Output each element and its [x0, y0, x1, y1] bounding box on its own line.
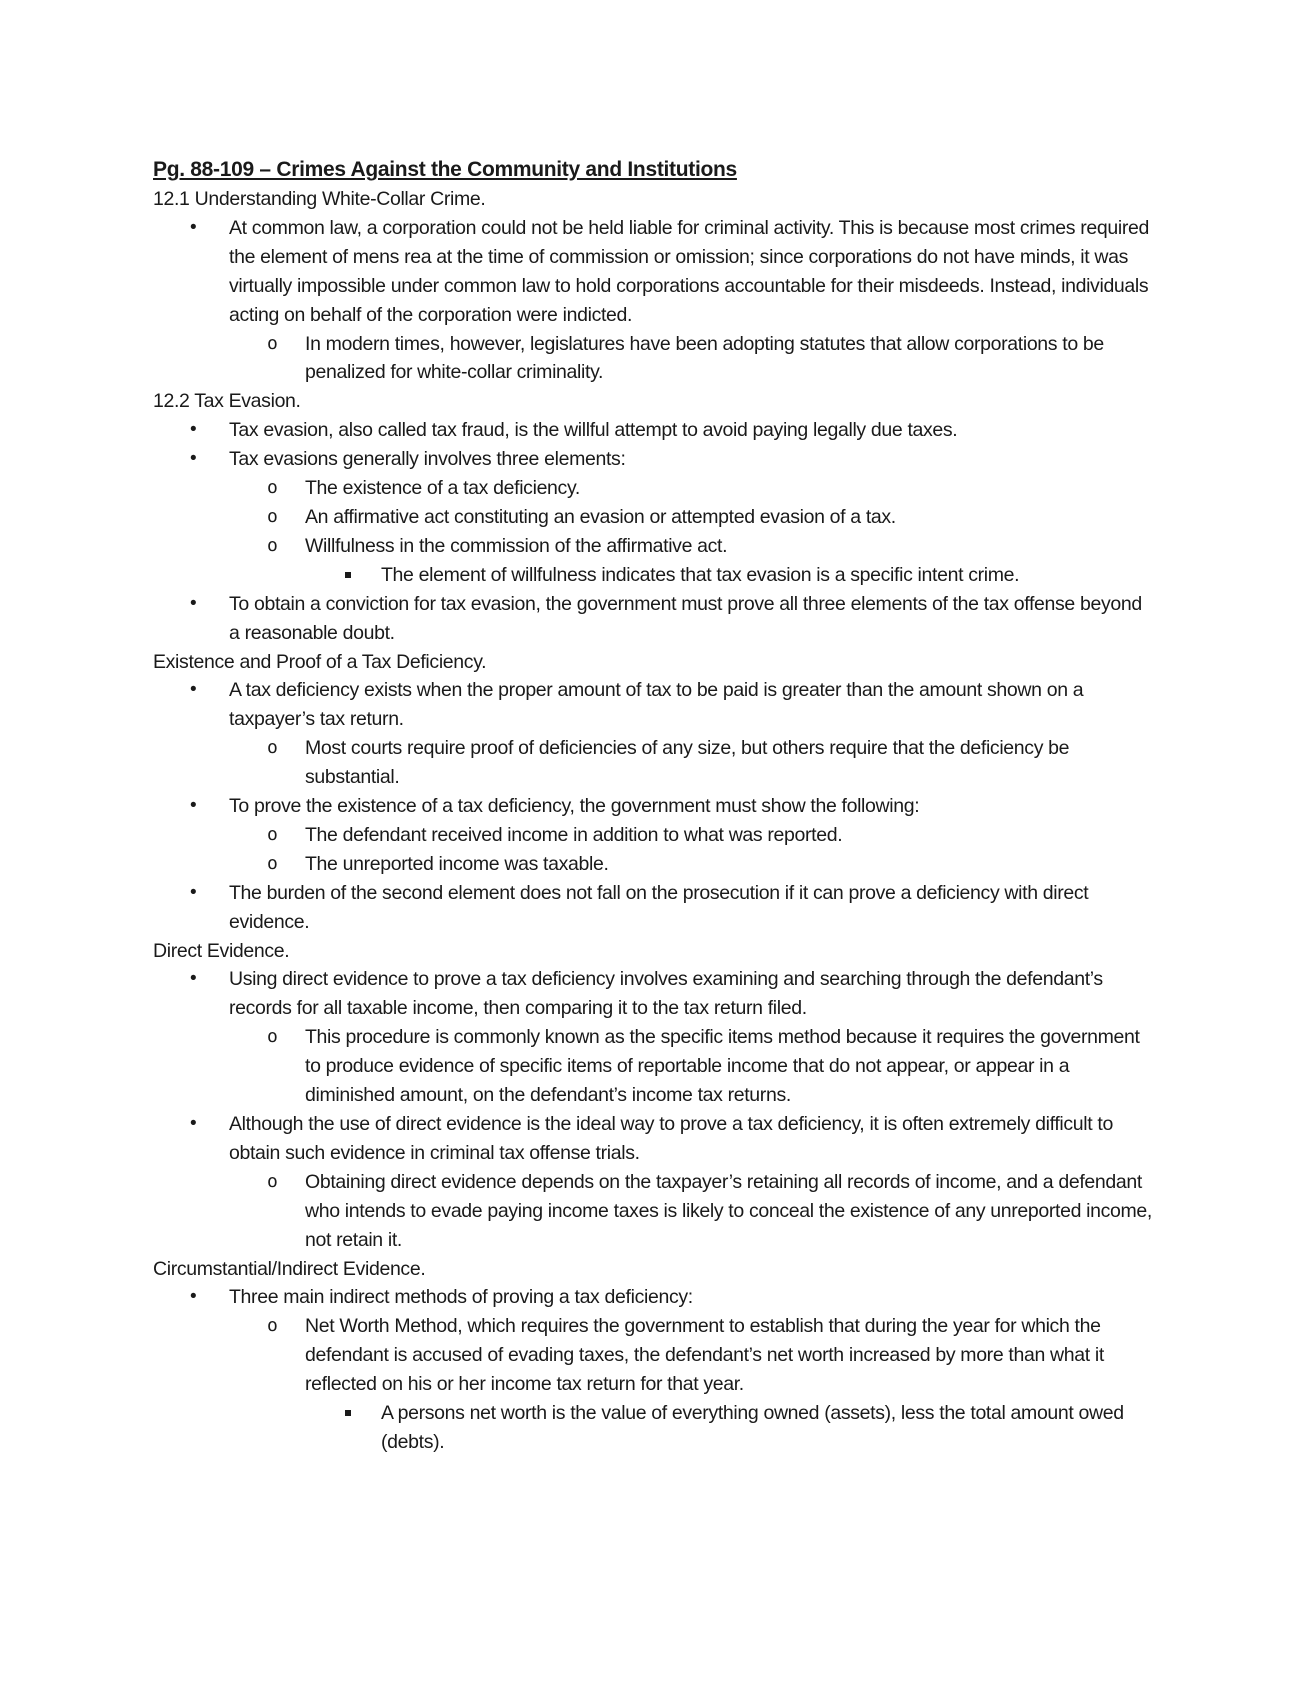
- sub-bullet-list: [229, 821, 1153, 879]
- bullet-text: Although the use of direct evidence is the ideal way to prove a tax deficiency, it is often extremely difficult to obtain such evidence in criminal tax offense trials.: [229, 1113, 1113, 1164]
- sub-bullet-text: Most courts require proof of deficiencies of any size, but others require that the deficiency be substantial.: [305, 737, 1070, 789]
- sub-bullet-text: An affirmative act constituting an evasion or attempted evasion of a tax.: [305, 505, 896, 528]
- bullet-list: [153, 676, 1153, 936]
- bullet-list: [153, 416, 1153, 647]
- sub-bullet-text: Obtaining direct evidence depends on the taxpayer’s retaining all records of income, and a defendant who intends to evade paying income taxes is likely to conceal the existence of any unreported income, not retain it.: [305, 1170, 1152, 1251]
- sub-sub-bullet-text: The element of willfulness indicates that tax evasion is a specific intent crime.: [381, 563, 1020, 586]
- section-heading-tax-deficiency: Existence and Proof of a Tax Deficiency.: [153, 650, 487, 673]
- sub-bullet-item: [229, 734, 1153, 792]
- sub-bullet-item: [229, 1168, 1153, 1255]
- bullet-list: [153, 965, 1153, 1254]
- bullet-item: [153, 1110, 1153, 1255]
- section-heading-white-collar: 12.1 Understanding White-Collar Crime.: [153, 188, 486, 210]
- sub-bullet-item: [229, 1312, 1153, 1457]
- bullet-item: [153, 676, 1153, 792]
- sub-sub-bullet-text: A persons net worth is the value of everything owned (assets), less the total amount owed (debts).: [381, 1402, 1124, 1453]
- sub-sub-bullet-item: [305, 561, 1153, 590]
- sub-bullet-list: [229, 1168, 1153, 1255]
- sub-bullet-text: The defendant received income in addition to what was reported.: [305, 823, 843, 846]
- bullet-item: [153, 590, 1153, 648]
- bullet-text: Using direct evidence to prove a tax deficiency involves examining and searching through the defendant’s records for all taxable income, then comparing it to the tax return filed.: [229, 968, 1103, 1020]
- document-page: [153, 155, 1153, 1457]
- sub-bullet-item: [229, 821, 1153, 850]
- sub-bullet-text: The existence of a tax deficiency.: [305, 477, 580, 500]
- sub-bullet-item: [229, 850, 1153, 879]
- bullet-text: The burden of the second element does not fall on the prosecution if it can prove a deficiency with direct evidence.: [229, 881, 1089, 933]
- section-heading-tax-evasion: 12.2 Tax Evasion.: [153, 390, 301, 413]
- sub-bullet-text: Willfulness in the commission of the affirmative act.: [305, 534, 728, 557]
- sub-bullet-list: [229, 474, 1153, 590]
- bullet-item: [153, 965, 1153, 1110]
- sub-bullet-text: This procedure is commonly known as the specific items method because it requires the government to produce evidence of specific items of reportable income that do not appear, or appear in a diminished amount, on the defendant’s income tax returns.: [305, 1026, 1140, 1107]
- bullet-item: [153, 445, 1153, 590]
- section-heading-direct-evidence: Direct Evidence.: [153, 939, 290, 962]
- bullet-text: A tax deficiency exists when the proper amount of tax to be paid is greater than the amount shown on a taxpayer’s tax return.: [229, 679, 1084, 731]
- bullet-text: To prove the existence of a tax deficiency, the government must show the following:: [229, 795, 920, 818]
- bullet-item: [153, 214, 1153, 387]
- sub-bullet-text: The unreported income was taxable.: [305, 852, 609, 875]
- sub-bullet-list: [229, 330, 1153, 388]
- bullet-list: [153, 1283, 1153, 1456]
- page-title: Pg. 88-109 – Crimes Against the Community and Institutions: [153, 158, 737, 181]
- sub-bullet-list: [229, 1023, 1153, 1110]
- sub-bullet-item: [229, 474, 1153, 503]
- sub-bullet-item: [229, 532, 1153, 590]
- section-heading-indirect-evidence: Circumstantial/Indirect Evidence.: [153, 1257, 426, 1280]
- sub-sub-bullet-item: [305, 1399, 1153, 1457]
- sub-bullet-item: [229, 1023, 1153, 1110]
- bullet-text: At common law, a corporation could not be held liable for criminal activity. This is because most crimes required the element of mens rea at the time of commission or omission; since corporations do not have minds, it was virtually impossible under common law to hold corporations accountable for their misdeeds. Instead, individuals acting on behalf of the corporation were indicted.: [229, 216, 1149, 326]
- bullet-text: Tax evasions generally involves three elements:: [229, 448, 626, 471]
- bullet-item: [153, 792, 1153, 879]
- bullet-item: [153, 879, 1153, 937]
- sub-sub-bullet-list: [305, 561, 1153, 590]
- bullet-text: Three main indirect methods of proving a tax deficiency:: [229, 1286, 693, 1309]
- sub-bullet-list: [229, 1312, 1153, 1457]
- sub-bullet-list: [229, 734, 1153, 792]
- bullet-list: [153, 214, 1153, 387]
- sub-sub-bullet-list: [305, 1399, 1153, 1457]
- sub-bullet-text: Net Worth Method, which requires the government to establish that during the year for which the defendant is accused of evading taxes, the defendant’s net worth increased by more than what it reflected on his or her income tax return for that year.: [305, 1315, 1104, 1396]
- sub-bullet-item: [229, 330, 1153, 388]
- bullet-text: Tax evasion, also called tax fraud, is the willful attempt to avoid paying legally due taxes.: [229, 419, 958, 442]
- bullet-item: [153, 416, 1153, 445]
- sub-bullet-item: [229, 503, 1153, 532]
- bullet-item: [153, 1283, 1153, 1456]
- bullet-text: To obtain a conviction for tax evasion, the government must prove all three elements of the tax offense beyond a reasonable doubt.: [229, 592, 1142, 644]
- sub-bullet-text: In modern times, however, legislatures have been adopting statutes that allow corporations to be penalized for white-collar criminality.: [305, 332, 1104, 384]
